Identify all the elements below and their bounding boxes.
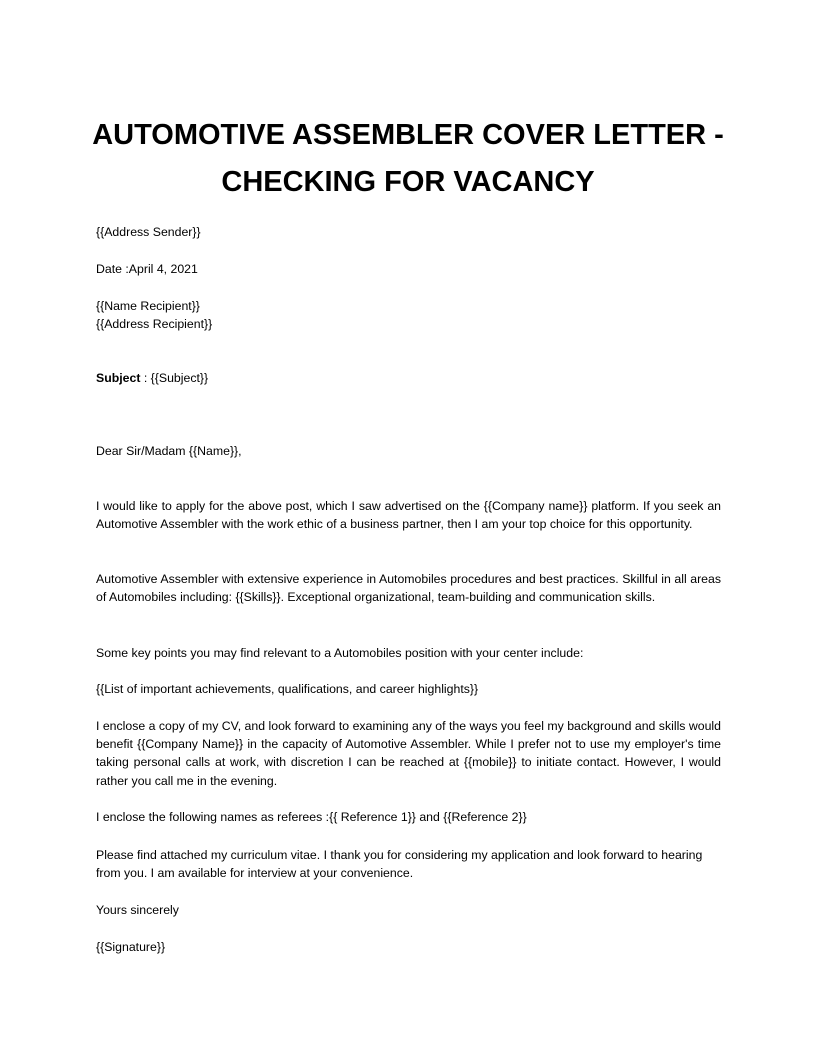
paragraph-key-points: Some key points you may find relevant to a Automobiles position with your center include: (96, 646, 584, 660)
subject-line (96, 369, 721, 387)
letter-date: Date :April 4, 2021 (96, 262, 198, 276)
name-recipient: {{Name Recipient}} (96, 299, 200, 313)
salutation: Dear Sir/Madam {{Name}}, (96, 444, 242, 458)
paragraph-closing-remarks: Please find attached my curriculum vitae. I thank you for considering my application and look forward to hearing from you. I am available for interview at your convenience. (96, 848, 703, 881)
subject-label: Subject (96, 371, 141, 385)
paragraph-experience: Automotive Assembler with extensive experience in Automobiles procedures and best practices. Skillful in all areas of Automobiles including: {{Skills}}. Exceptional organizational, team-building and communication skills. (96, 572, 721, 605)
paragraph-application: I would like to apply for the above post, which I saw advertised on the {{Company name}} platform. If you seek an Automotive Assembler with the work ethic of a business partner, then I am your top choice for this opportunity. (96, 499, 721, 532)
address-recipient: {{Address Recipient}} (96, 317, 213, 331)
paragraph-referees: I enclose the following names as referees :{{ Reference 1}} and {{Reference 2}} (96, 810, 527, 824)
address-sender: {{Address Sender}} (96, 225, 201, 239)
closing: Yours sincerely (96, 903, 179, 917)
paragraph-cv: I enclose a copy of my CV, and look forward to examining any of the ways you feel my background and skills would benefit {{Company Name}} in the capacity of Automotive Assembler. While I prefer not to use my employer's time taking personal calls at work, with discretion I can be reached at {{mobile}} to initiate contact. However, I would rather you call me in the evening. (96, 719, 721, 788)
title-line-2: CHECKING FOR VACANCY (221, 166, 595, 198)
signature-placeholder: {{Signature}} (96, 940, 166, 954)
title-line-1: AUTOMOTIVE ASSEMBLER COVER LETTER - (92, 119, 724, 151)
paragraph-achievements: {{List of important achievements, qualifications, and career highlights}} (96, 682, 479, 696)
subject-value: : {{Subject}} (140, 371, 209, 385)
document-title (60, 112, 756, 206)
